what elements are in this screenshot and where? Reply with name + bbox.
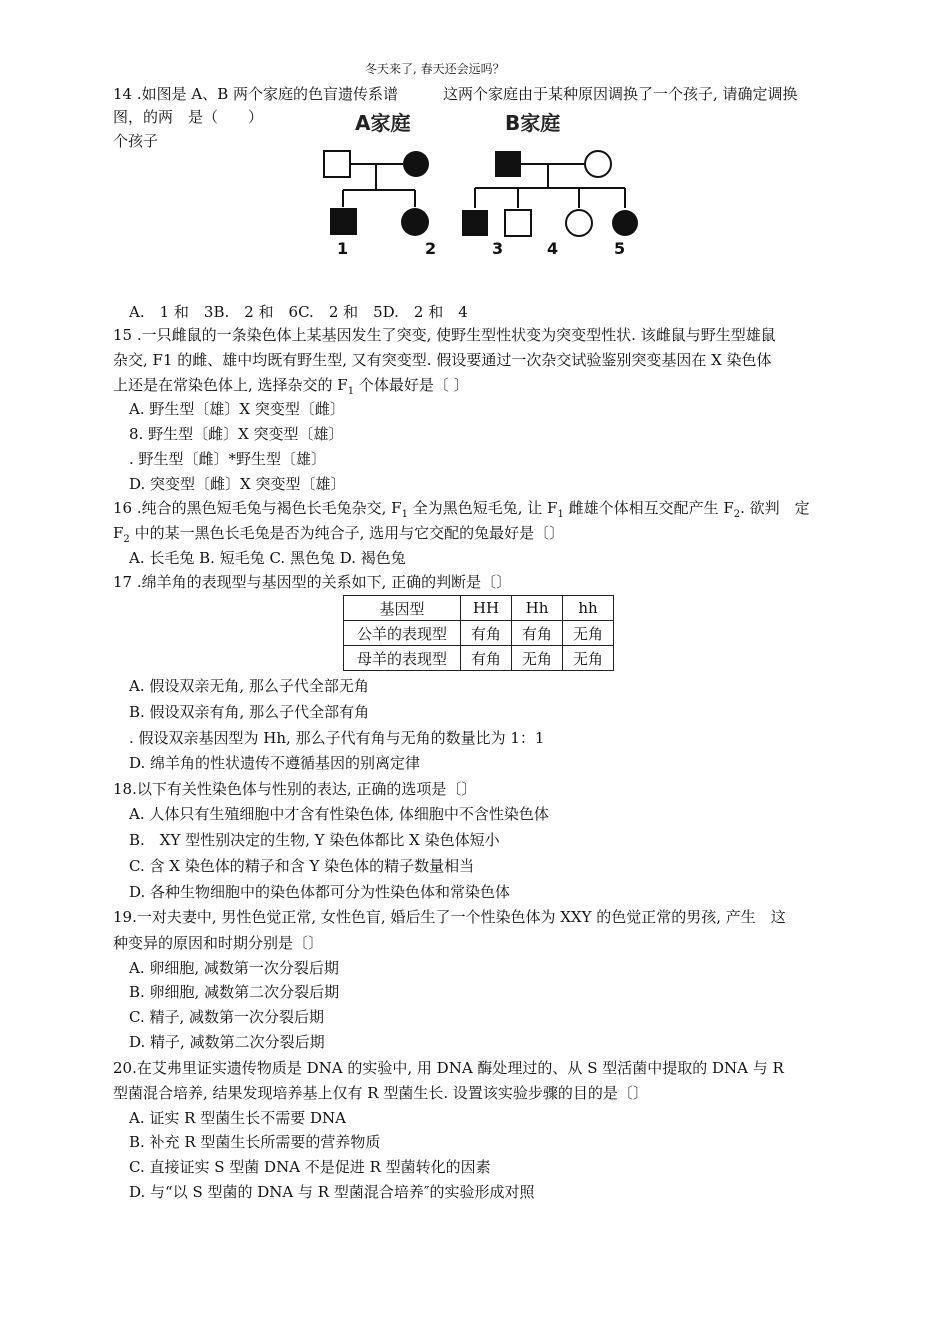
pedigree-b-mother	[585, 151, 611, 177]
pedigree-b-father	[495, 151, 521, 177]
q19-option-c: C. 精子, 减数第一次分裂后期	[129, 1008, 325, 1026]
pedigree-a-mother	[403, 151, 429, 177]
table-cell: 母羊的表现型	[344, 646, 461, 671]
q15-option-d: D. 突变型〔雌〕X 突变型〔雄〕	[129, 475, 346, 493]
q19-line2: 种变异的原因和时期分别是〔〕	[113, 934, 324, 952]
pedigree-chart	[315, 108, 645, 260]
pedigree-label-3: 3	[492, 239, 504, 258]
pedigree-a-father	[324, 151, 350, 177]
q17-option-a: A. 假设双亲无角, 那么子代全部无角	[129, 677, 369, 695]
q20-option-a: A. 证实 R 型菌生长不需要 DNA	[129, 1109, 346, 1127]
q15-line2: 杂交, F1 的雌、雄中均既有野生型, 又有突变型. 假设要通过一次杂交试验鉴别突变基因在 X 染色体	[113, 351, 772, 369]
q16-options: A. 长毛兔 B. 短毛兔 C. 黑色兔 D. 褐色兔	[129, 549, 406, 567]
family-a-label: A家庭	[355, 111, 411, 135]
pedigree-label-1: 1	[337, 239, 349, 258]
pedigree-label-5: 5	[614, 239, 626, 258]
q14-line1-left: 14 .如图是 A、B 两个家庭的色盲遗传系谱	[113, 85, 399, 103]
q15-line3: 上还是在常染色体上, 选择杂交的 $F_1$ 个体最好是〔 〕	[113, 376, 469, 397]
q14-line1-right: 这两个家庭由于某种原因调换了一个孩子, 请确定调换	[443, 85, 798, 103]
q14-line3: 个孩子	[113, 132, 159, 150]
q17-option-d: D. 绵羊角的性状遗传不遵循基因的别离定律	[129, 754, 421, 772]
table-cell: 有角	[512, 621, 563, 646]
pedigree-label-4: 4	[547, 239, 559, 258]
table-cell: HH	[461, 596, 512, 621]
q14-options: A. 1 和 3B. 2 和 6C. 2 和 5D. 2 和 4	[129, 303, 468, 321]
table-cell: 有角	[461, 621, 512, 646]
q15-option-c: . 野生型〔雌〕*野生型〔雄〕	[129, 450, 327, 468]
table-row	[344, 646, 614, 671]
table-cell: Hh	[512, 596, 563, 621]
q20-option-c: C. 直接证实 S 型菌 DNA 不是促进 R 型菌转化的因素	[129, 1158, 491, 1176]
q18-option-a: A. 人体只有生殖细胞中才含有性染色体, 体细胞中不含性染色体	[129, 805, 549, 823]
table-row	[344, 621, 614, 646]
table-cell: 基因型	[344, 596, 461, 621]
q17-option-c: . 假设双亲基因型为 Hh, 那么子代有角与无角的数量比为 1：1	[129, 729, 545, 747]
table-cell: 公羊的表现型	[344, 621, 461, 646]
q15-option-b: 8. 野生型〔雌〕X 突变型〔雄〕	[129, 425, 344, 443]
pedigree-label-2: 2	[425, 239, 437, 258]
pedigree-individual-4	[566, 210, 592, 236]
q15-line1: 15 .一只雌鼠的一条染色体上某基因发生了突变, 使野生型性状变为突变型性状. 该雌鼠与野生型雄鼠	[113, 326, 776, 344]
pedigree-individual-b-son	[505, 210, 531, 236]
q16-line2: $F_2$ 中的某一黑色长毛兔是否为纯合子, 选用与它交配的兔最好是〔〕	[113, 524, 565, 545]
q20-option-d: D. 与“以 S 型菌的 DNA 与 R 型菌混合培养″的实验形成对照	[129, 1183, 535, 1201]
pedigree-individual-3	[462, 210, 488, 236]
q19-option-d: D. 精子, 减数第二次分裂后期	[129, 1033, 325, 1051]
q19-line1: 19.一对夫妻中, 男性色觉正常, 女性色盲, 婚后生了一个性染色体为 XXY 的色觉正常的男孩, 产生 这	[113, 908, 786, 926]
q16-line1: 16 .纯合的黑色短毛兔与褐色长毛兔杂交, $F_1$ 全为黑色短毛兔, 让 $F_1$ 雌雄个体相互交配产生 $F_2$. 欲判 定	[113, 499, 810, 520]
table-cell: 有角	[461, 646, 512, 671]
pedigree-individual-5	[612, 210, 638, 236]
q17-stem: 17 .绵羊角的表现型与基因型的关系如下, 正确的判断是〔〕	[113, 573, 512, 591]
q17-option-b: B. 假设双亲有角, 那么子代全部有角	[129, 703, 370, 721]
family-b-label: B家庭	[505, 111, 561, 135]
table-cell: 无角	[512, 646, 563, 671]
pedigree-individual-1	[330, 208, 357, 235]
table-cell: 无角	[563, 646, 614, 671]
q14-line2: 图，的两 是（ ）	[113, 108, 264, 126]
q20-line1: 20.在艾弗里证实遗传物质是 DNA 的实验中, 用 DNA 酶处理过的、从 S 型活菌中提取的 DNA 与 R	[113, 1059, 784, 1077]
q19-option-b: B. 卵细胞, 减数第二次分裂后期	[129, 983, 340, 1001]
table-cell: 无角	[563, 621, 614, 646]
table-row	[344, 596, 614, 621]
pedigree-individual-2	[401, 208, 429, 236]
genotype-table	[343, 595, 614, 671]
page-header: 冬天来了, 春天还会远吗？	[365, 62, 505, 76]
q18-option-c: C. 含 X 染色体的精子和含 Y 染色体的精子数量相当	[129, 857, 475, 875]
q19-option-a: A. 卵细胞, 减数第一次分裂后期	[129, 959, 339, 977]
q18-option-b: B. XY 型性别决定的生物, Y 染色体都比 X 染色体短小	[129, 831, 500, 849]
q20-option-b: B. 补充 R 型菌生长所需要的营养物质	[129, 1133, 381, 1151]
q18-stem: 18.以下有关性染色体与性别的表达, 正确的选项是〔〕	[113, 780, 477, 798]
q18-option-d: D. 各种生物细胞中的染色体都可分为性染色体和常染色体	[129, 883, 511, 901]
q20-line2: 型菌混合培养, 结果发现培养基上仅有 R 型菌生长. 设置该实验步骤的目的是〔〕	[113, 1084, 648, 1102]
table-cell: hh	[563, 596, 614, 621]
q15-option-a: A. 野生型〔雄〕X 突变型〔雌〕	[129, 400, 345, 418]
